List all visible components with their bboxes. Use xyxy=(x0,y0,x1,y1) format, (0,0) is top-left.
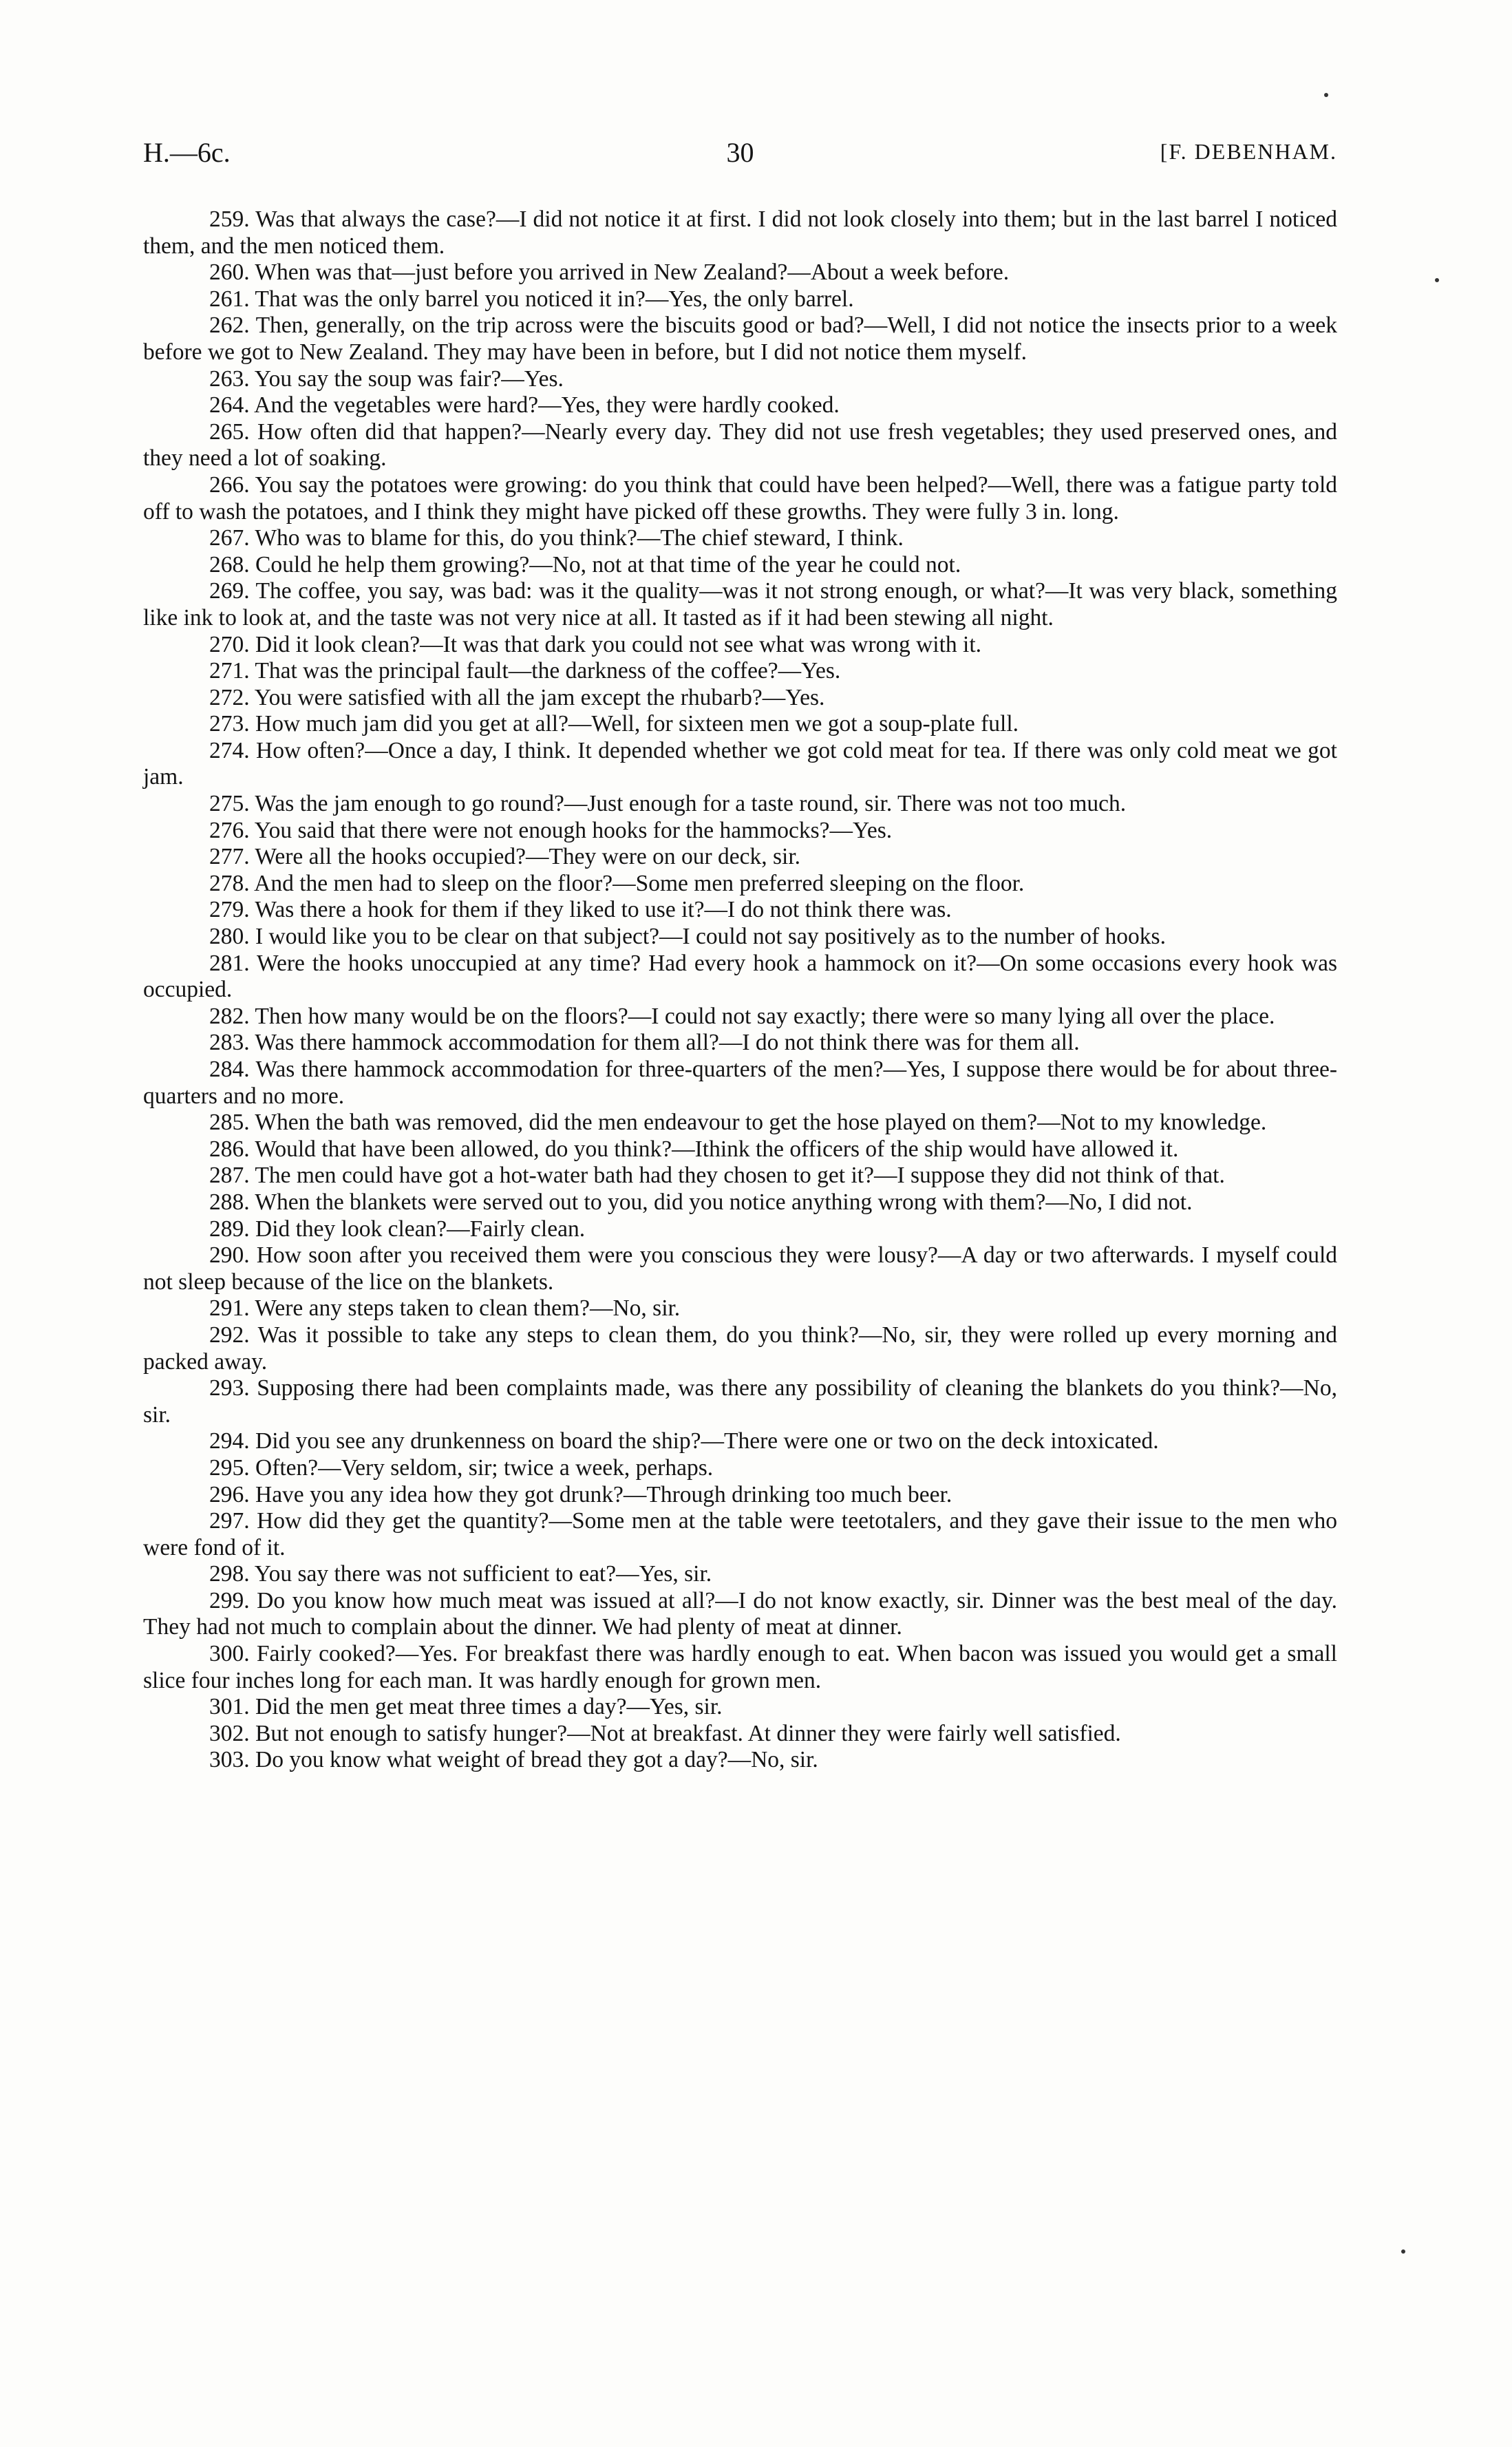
paragraph-264: 264. And the vegetables were hard?—Yes, they were hardly cooked. xyxy=(209,392,840,419)
document-body xyxy=(143,206,1337,1774)
paragraph-288: 288. When the blankets were served out to you, did you notice anything wrong with them?—No, I did not. xyxy=(209,1189,1193,1215)
page-number: 30 xyxy=(726,137,754,168)
paragraph-300: 300. Fairly cooked?—Yes. For breakfast there was hardly enough to eat. When bacon was issued you would get a small slice four inches long for each man. It was hardly enough for grown men. xyxy=(143,1641,1337,1693)
paragraph-287: 287. The men could have got a hot-water bath had they chosen to get it?—I suppose they did not think of that. xyxy=(209,1163,1225,1189)
paragraph-301: 301. Did the men get meat three times a day?—Yes, sir. xyxy=(209,1694,723,1720)
paragraph-297: 297. How did they get the quantity?—Some men at the table were teetotalers, and they gave their issue to the men who were fond of it. xyxy=(143,1508,1337,1560)
paragraph-282: 282. Then how many would be on the floors?—I could not say exactly; there were so many lying all over the place. xyxy=(209,1003,1275,1029)
paragraph-275: 275. Was the jam enough to go round?—Just enough for a taste round, sir. There was not too much. xyxy=(209,791,1127,817)
paragraph-273: 273. How much jam did you get at all?—Well, for sixteen men we got a soup-plate full. xyxy=(209,711,1019,737)
paragraph-274: 274. How often?—Once a day, I think. It depended whether we got cold meat for tea. If there was only cold meat we got jam. xyxy=(143,737,1337,790)
paragraph-284: 284. Was there hammock accommodation for three-quarters of the men?—Yes, I suppose there would be for about three-quarters and no more. xyxy=(143,1057,1337,1109)
paragraph-286: 286. Would that have been allowed, do you think?—Ithink the officers of the ship would have allowed it. xyxy=(209,1136,1179,1162)
paragraph-294: 294. Did you see any drunkenness on board the ship?—There were one or two on the deck intoxicated. xyxy=(209,1428,1159,1454)
paragraph-262: 262. Then, generally, on the trip across were the biscuits good or bad?—Well, I did not notice the insects prior to a week before we got to New Zealand. They may have been in before, but I did not notice them myself. xyxy=(143,313,1337,365)
paragraph-302: 302. But not enough to satisfy hunger?—Not at breakfast. At dinner they were fairly well satisfied. xyxy=(209,1720,1121,1746)
paragraph-293: 293. Supposing there had been complaints made, was there any possibility of cleaning the blankets do you think?—No, sir. xyxy=(143,1375,1337,1428)
paragraph-283: 283. Was there hammock accommodation for them all?—I do not think there was for them all. xyxy=(209,1030,1080,1056)
paragraph-303: 303. Do you know what weight of bread they got a day?—No, sir. xyxy=(209,1747,818,1773)
scan-speck xyxy=(1435,278,1439,282)
paragraph-299: 299. Do you know how much meat was issued at all?—I do not know exactly, sir. Dinner was the best meal of the day. They had not much to complain about the dinner. We had plenty of meat at dinner. xyxy=(143,1587,1337,1640)
paragraph-281: 281. Were the hooks unoccupied at any time? Had every hook a hammock on it?—On some occasions every hook was occupied. xyxy=(143,950,1337,1003)
paragraph-268: 268. Could he help them growing?—No, not at that time of the year he could not. xyxy=(209,551,961,578)
paragraph-263: 263. You say the soup was fair?—Yes. xyxy=(209,366,564,392)
scan-speck xyxy=(1324,93,1328,97)
paragraph-261: 261. That was the only barrel you noticed it in?—Yes, the only barrel. xyxy=(209,286,854,312)
paragraph-292: 292. Was it possible to take any steps to clean them, do you think?—No, sir, they were rolled up every morning and packed away. xyxy=(143,1322,1337,1375)
paragraph-271: 271. That was the principal fault—the darkness of the coffee?—Yes. xyxy=(209,658,841,684)
paragraph-291: 291. Were any steps taken to clean them?—No, sir. xyxy=(209,1295,681,1322)
paragraph-277: 277. Were all the hooks occupied?—They were on our deck, sir. xyxy=(209,844,801,870)
paragraph-265: 265. How often did that happen?—Nearly every day. They did not use fresh vegetables; they used preserved ones, and they need a lot of soaking. xyxy=(143,419,1337,472)
paragraph-270: 270. Did it look clean?—It was that dark you could not see what was wrong with it. xyxy=(209,631,982,657)
paragraph-267: 267. Who was to blame for this, do you think?—The chief steward, I think. xyxy=(209,525,904,551)
paragraph-278: 278. And the men had to sleep on the floor?—Some men preferred sleeping on the floor. xyxy=(209,870,1025,896)
paragraph-269: 269. The coffee, you say, was bad: was it the quality—was it not strong enough, or what?—It was very black, something like ink to look at, and the taste was not very nice at all. It tasted as if it had been stewing all night. xyxy=(143,578,1337,631)
paragraph-285: 285. When the bath was removed, did the men endeavour to get the hose played on them?—Not to my knowledge. xyxy=(209,1110,1267,1136)
paragraph-260: 260. When was that—just before you arrived in New Zealand?—About a week before. xyxy=(209,259,1010,286)
paragraph-279: 279. Was there a hook for them if they liked to use it?—I do not think there was. xyxy=(209,897,952,923)
paragraph-280: 280. I would like you to be clear on that subject?—I could not say positively as to the number of hooks. xyxy=(209,924,1166,950)
paragraph-295: 295. Often?—Very seldom, sir; twice a week, perhaps. xyxy=(209,1454,714,1481)
paragraph-296: 296. Have you any idea how they got drunk?—Through drinking too much beer. xyxy=(209,1481,952,1507)
paragraph-289: 289. Did they look clean?—Fairly clean. xyxy=(209,1216,586,1242)
paragraph-290: 290. How soon after you received them were you conscious they were lousy?—A day or two afterwards. I myself could not sleep because of the lice on the blankets. xyxy=(143,1242,1337,1295)
document-reference: H.—6c. xyxy=(143,137,231,168)
paragraph-259: 259. Was that always the case?—I did not notice it at first. I did not look closely into them; but in the last barrel I noticed them, and the men noticed them. xyxy=(143,206,1337,259)
scan-speck xyxy=(1401,2249,1405,2254)
page-header xyxy=(143,136,1337,178)
paragraph-276: 276. You said that there were not enough hooks for the hammocks?—Yes. xyxy=(209,817,893,843)
witness-name: [F. DEBENHAM. xyxy=(1160,139,1337,164)
paragraph-272: 272. You were satisfied with all the jam except the rhubarb?—Yes. xyxy=(209,684,825,710)
paragraph-266: 266. You say the potatoes were growing: do you think that could have been helped?—Well, there was a fatigue party told off to wash the potatoes, and I think they might have picked off these growths. They were fully 3 in. long. xyxy=(143,472,1337,525)
paragraph-298: 298. You say there was not sufficient to eat?—Yes, sir. xyxy=(209,1561,712,1587)
